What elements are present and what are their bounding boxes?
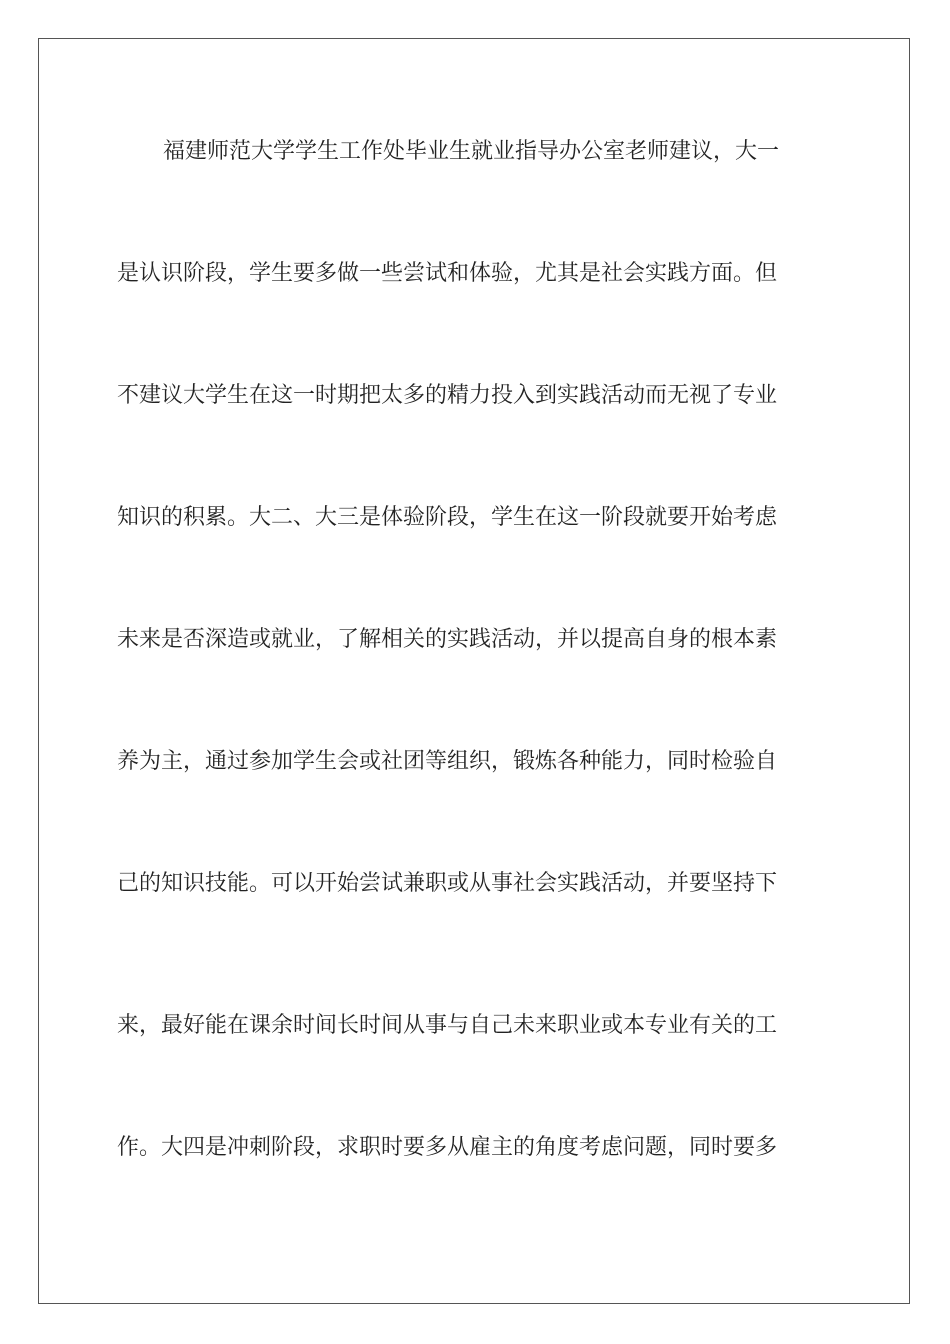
paragraph-line-4: 知识的积累。大二、大三是体验阶段，学生在这一阶段就要开始考虑 <box>117 505 778 530</box>
paragraph-line-7: 己的知识技能。可以开始尝试兼职或从事社会实践活动，并要坚持下 <box>117 871 778 896</box>
paragraph-line-5: 未来是否深造或就业，了解相关的实践活动，并以提高自身的根本素 <box>117 627 778 652</box>
paragraph-line-9: 作。大四是冲刺阶段，求职时要多从雇主的角度考虑问题，同时要多 <box>117 1135 778 1160</box>
paragraph-line-8: 来，最好能在课余时间长时间从事与自己未来职业或本专业有关的工 <box>117 1013 778 1038</box>
paragraph-line-2: 是认识阶段，学生要多做一些尝试和体验，尤其是社会实践方面。但 <box>117 261 778 286</box>
paragraph-line-3: 不建议大学生在这一时期把太多的精力投入到实践活动而无视了专业 <box>117 383 778 408</box>
paragraph-line-1: 福建师范大学学生工作处毕业生就业指导办公室老师建议，大一 <box>163 139 780 164</box>
paragraph-line-6: 养为主，通过参加学生会或社团等组织，锻炼各种能力，同时检验自 <box>117 749 778 774</box>
page-border <box>38 38 910 1304</box>
